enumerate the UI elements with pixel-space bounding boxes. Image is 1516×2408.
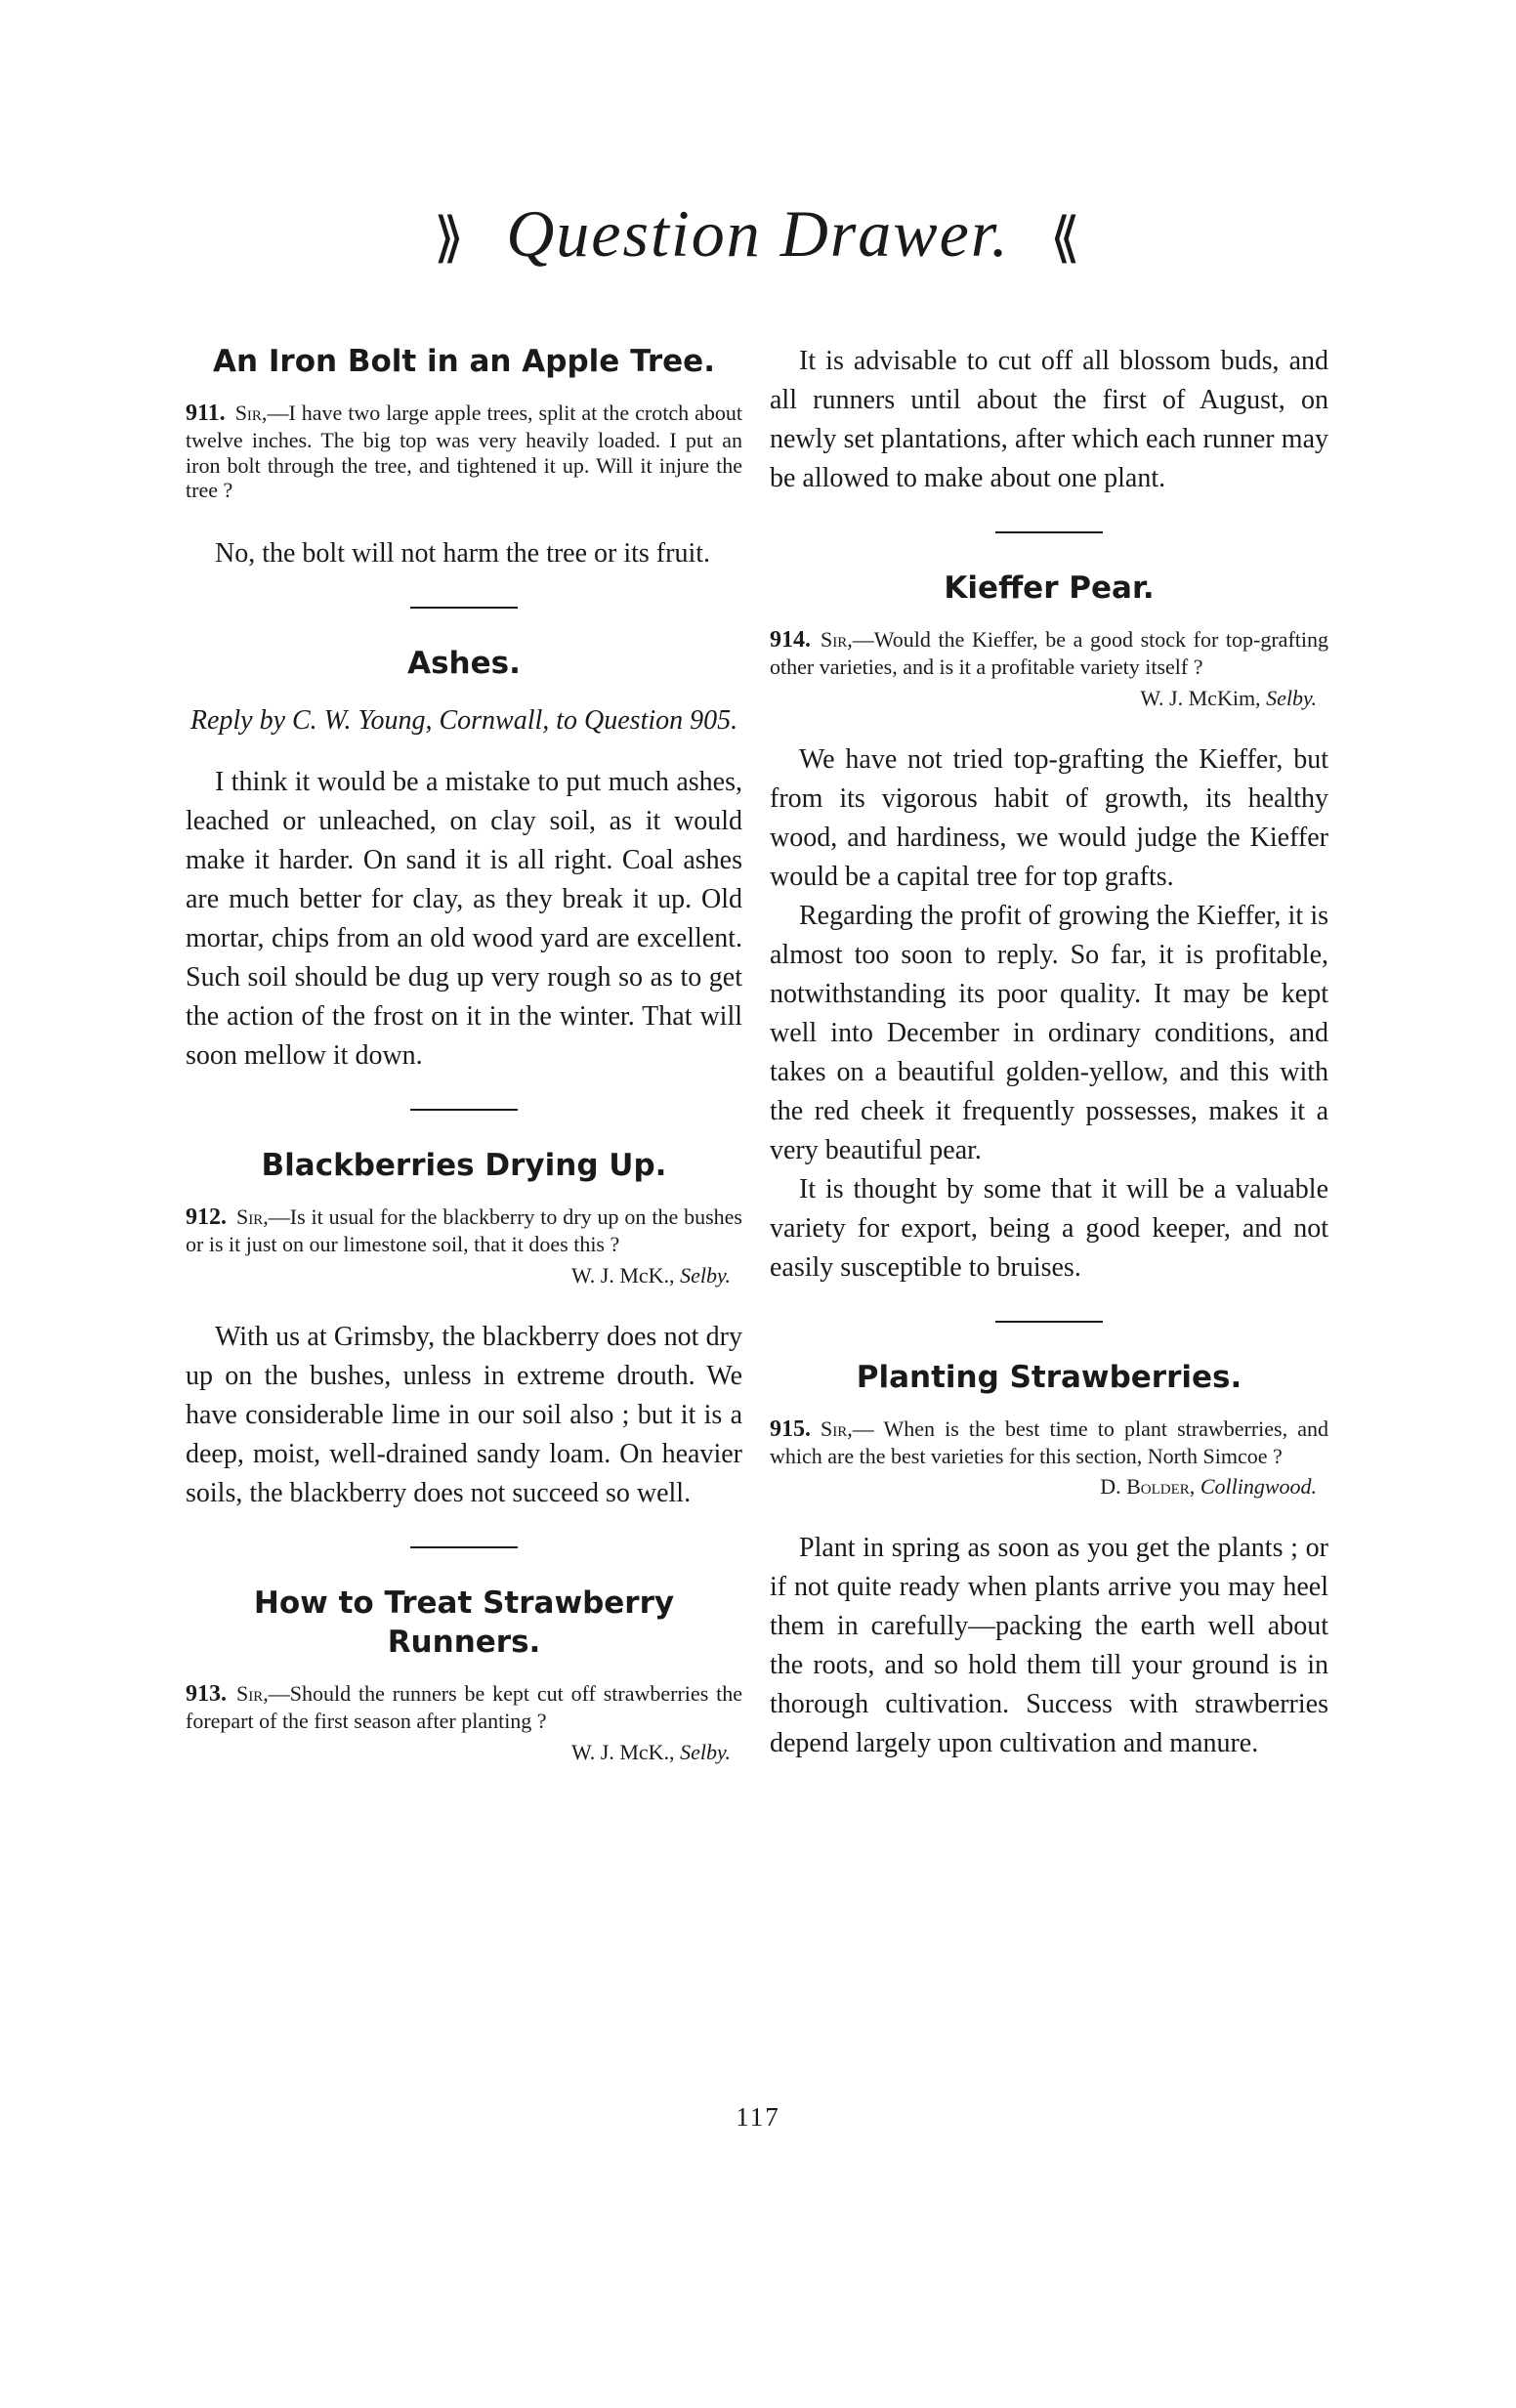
answer-914-p2: Regarding the profit of growing the Kieffer, it is almost too soon to reply. So far, it is profitable, notwithstanding its poor quality. It may be kept well into December in ordinary conditions, and takes on a beautiful golden-yellow, and this with the red cheek it frequently possesses, makes it a very beautiful pear. [770,900,1328,1165]
answer-914-p1: We have not tried top-grafting the Kieffer, but from its vigorous habit of growth, its healthy wood, and hardiness, we would judge the Kieffer would be a capital tree for top grafts. [770,743,1328,892]
right-ornament-icon: ⟪ [1049,208,1082,269]
question-number: 913. [186,1681,227,1708]
question-number: 912. [186,1204,227,1231]
article-title-914: Kieffer Pear. [944,570,1155,606]
question-911 [186,401,742,502]
question-912 [186,1204,742,1256]
answer-913: It is advisable to cut off all blossom buds, and all runners until about the first of August, on newly set plantations, after which each runner may be allowed to make about one plant. [770,346,1328,493]
answer-914-p3: It is thought by some that it will be a valuable variety for export, being a good keeper, and not easily susceptible to bruises. [770,1173,1328,1283]
question-text: —I have two large apple trees, split at the crotch about twelve inches. The big top was very heavily loaded. I put an iron bolt through the tree, and tightened it up. Will it injure the tree ? [186,401,742,503]
article-title-ashes: Ashes. [407,645,521,681]
question-text: — When is the best time to plant strawberries, and which are the best varieties for this section, North Simcoe ? [770,1415,1328,1468]
salutation: Sir, [821,627,853,653]
signature-name: W. J. McK., [571,1739,675,1764]
article-title-912: Blackberries Drying Up. [261,1147,667,1183]
header-title: Question Drawer. [506,196,1010,271]
question-number: 914. [770,627,811,654]
answer-911: No, the bolt will not harm the tree or its fruit. [215,537,711,569]
section-header [0,195,1516,273]
question-text: —Is it usual for the blackberry to dry up on the bushes or is it just on our limestone soil, that it does this ? [186,1204,742,1257]
salutation: Sir, [821,1415,853,1441]
signature-912 [186,1263,731,1288]
question-text: —Would the Kieffer, be a good stock for top-grafting other varieties, and is it a profitable variety itself ? [770,627,1328,680]
answer-ashes: I think it would be a mistake to put much ashes, leached or unleached, on clay soil, as it would make it harder. On sand it is all right. Coal ashes are much better for clay, as they break it up. Old mortar, chips from an old wood yard are excellent. Such soil should be dug up very rough so as to get the action of the frost on it in the winter. That will soon mellow it down. [186,766,742,1071]
signature-914 [770,686,1317,711]
salutation: Sir, [236,1681,269,1707]
divider [995,1321,1103,1323]
article-title-911: An Iron Bolt in an Apple Tree. [213,344,715,379]
article-title-913: How to Treat Strawberry Runners. [253,1584,675,1660]
divider [410,1546,518,1548]
question-number: 911. [186,401,226,427]
right-column [770,342,1328,1763]
question-text: —Should the runners be kept cut off strawberries the forepart of the first season after planting ? [186,1681,742,1734]
answer-912: With us at Grimsby, the blackberry does not dry up on the bushes, unless in extreme drouth. We have considerable lime in our soil also ; but it is a deep, moist, well-drained sandy loam. On heavier soils, the blackberry does not succeed so well. [186,1321,742,1508]
divider [410,1109,518,1111]
question-915 [770,1416,1328,1468]
divider [995,531,1103,533]
signature-name: D. Bolder, [1100,1474,1196,1500]
question-913 [186,1681,742,1733]
article-title-915: Planting Strawberries. [856,1359,1242,1395]
divider [410,607,518,609]
signature-915 [770,1474,1317,1500]
reply-attribution: Reply by C. W. Young, Cornwall, to Question 905. [190,704,738,736]
salutation: Sir, [234,401,268,426]
signature-name: W. J. McKim, [1140,685,1261,710]
salutation: Sir, [236,1204,269,1230]
left-column [186,342,742,1795]
signature-place: Selby. [1266,685,1317,710]
signature-place: Collingwood. [1200,1474,1317,1500]
signature-913 [186,1740,731,1765]
left-ornament-icon: ⟫ [434,208,467,269]
signature-name: W. J. McK., [571,1262,675,1288]
answer-915: Plant in spring as soon as you get the plants ; or if not quite ready when plants arrive you may heel them in carefully—packing the earth well about the roots, and so hold them till your ground is in thorough cultivation. Success with strawberries depend largely upon cultivation and manure. [770,1533,1328,1759]
question-number: 915. [770,1415,811,1442]
question-914 [770,627,1328,679]
page-number: 117 [736,2102,780,2132]
signature-place: Selby. [680,1739,731,1764]
signature-place: Selby. [680,1262,731,1288]
